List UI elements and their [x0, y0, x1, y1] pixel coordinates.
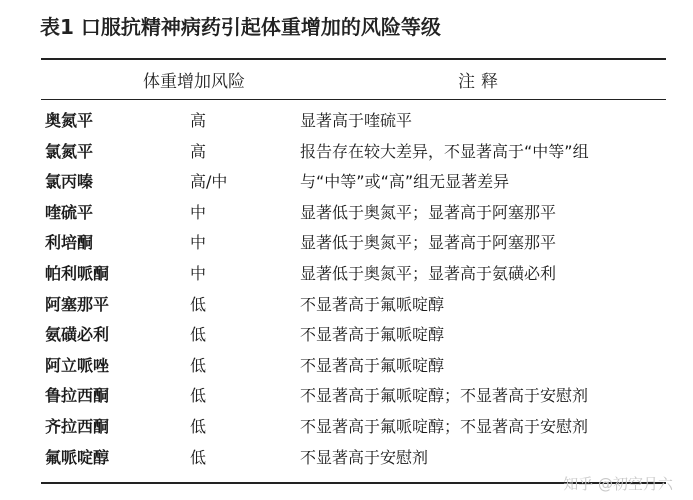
risk-level-cell: 高	[190, 111, 207, 130]
risk-level-cell: 低	[190, 386, 207, 406]
drug-name-cell: 氯丙嗪	[45, 172, 94, 192]
risk-level-cell: 低	[190, 355, 207, 375]
risk-level-cell: 中	[190, 263, 207, 283]
drug-name-cell: 氨磺必利	[45, 325, 110, 345]
risk-level-cell: 中	[190, 233, 207, 253]
risk-level-cell: 高/中	[190, 172, 228, 192]
table-row	[0, 294, 693, 325]
note-cell: 显著低于奥氮平；显著高于阿塞那平	[300, 202, 557, 222]
table-top-rule	[41, 58, 666, 60]
note-cell: 显著高于喹硫平	[300, 111, 413, 130]
table-row	[0, 355, 693, 386]
table-header-rule	[41, 99, 666, 100]
drug-name-cell: 阿立哌唑	[45, 355, 110, 375]
risk-level-cell: 低	[190, 294, 207, 314]
drug-name-cell: 氯氮平	[45, 141, 94, 161]
table-row	[0, 416, 693, 447]
table-row	[0, 171, 693, 202]
note-cell: 报告存在较大差异，不显著高于“中等”组	[300, 141, 589, 161]
drug-name-cell: 齐拉西酮	[45, 416, 110, 436]
table-row	[0, 202, 693, 233]
note-cell: 不显著高于氟哌啶醇	[300, 294, 445, 314]
drug-name-cell: 奥氮平	[45, 111, 94, 130]
drug-name-cell: 喹硫平	[45, 202, 94, 222]
note-cell: 与“中等”或“高”组无显著差异	[300, 172, 510, 192]
risk-level-cell: 低	[190, 416, 207, 436]
table-row	[0, 110, 693, 141]
risk-level-cell: 高	[190, 141, 207, 161]
note-cell: 不显著高于安慰剂	[300, 447, 429, 467]
drug-name-cell: 鲁拉西酮	[45, 386, 110, 406]
table-body	[0, 110, 693, 477]
column-header-note: 注释	[458, 72, 504, 92]
table-title: 表1 口服抗精神病药引起体重增加的风险等级	[40, 15, 441, 39]
note-cell: 显著低于奥氮平；显著高于阿塞那平	[300, 233, 557, 253]
note-cell: 不显著高于氟哌啶醇	[300, 355, 445, 375]
risk-level-cell: 中	[190, 202, 207, 222]
note-cell: 不显著高于氟哌啶醇	[300, 325, 445, 345]
drug-name-cell: 阿塞那平	[45, 294, 110, 314]
risk-level-cell: 低	[190, 325, 207, 345]
column-header-risk: 体重增加风险	[143, 72, 245, 92]
table-row	[0, 141, 693, 172]
note-cell: 不显著高于氟哌啶醇；不显著高于安慰剂	[300, 386, 589, 406]
table-row	[0, 263, 693, 294]
risk-level-cell: 低	[190, 447, 207, 467]
table-row	[0, 324, 693, 355]
note-cell: 显著低于奥氮平；显著高于氨磺必利	[300, 263, 557, 283]
table-row	[0, 232, 693, 263]
note-cell: 不显著高于氟哌啶醇；不显著高于安慰剂	[300, 416, 589, 436]
table-row	[0, 385, 693, 416]
drug-name-cell: 氟哌啶醇	[45, 447, 110, 467]
watermark: 知乎 @初空月六	[563, 475, 673, 493]
drug-name-cell: 帕利哌酮	[45, 263, 110, 283]
drug-name-cell: 利培酮	[45, 233, 94, 253]
